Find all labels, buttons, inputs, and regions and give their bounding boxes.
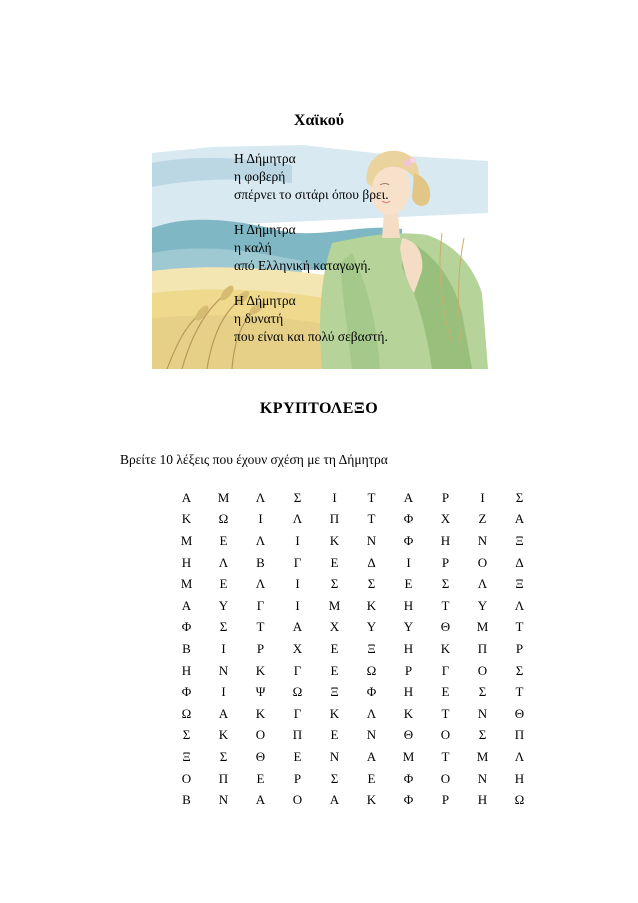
grid-letter[interactable]: Φ xyxy=(181,619,192,635)
grid-letter[interactable]: Γ xyxy=(256,597,265,613)
grid-row xyxy=(168,703,538,725)
grid-row xyxy=(168,789,538,811)
grid-letter[interactable]: Υ xyxy=(366,619,377,635)
grid-letter[interactable]: Ζ xyxy=(478,511,487,527)
grid-letter[interactable]: Ω xyxy=(181,705,192,721)
grid-letter[interactable]: Ι xyxy=(295,532,300,548)
grid-letter[interactable]: Λ xyxy=(292,511,303,527)
grid-letter[interactable]: Μ xyxy=(476,619,489,635)
grid-letter[interactable]: Σ xyxy=(478,684,487,700)
poem-line: η δυνατή xyxy=(234,311,284,326)
grid-letter[interactable]: Ι xyxy=(295,597,300,613)
grid-letter[interactable]: Ρ xyxy=(441,554,450,570)
grid-letter[interactable]: Φ xyxy=(403,770,414,786)
grid-letter[interactable]: Ω xyxy=(292,684,303,700)
grid-letter[interactable]: Τ xyxy=(367,511,376,527)
grid-letter[interactable]: Χ xyxy=(440,511,451,527)
grid-letter[interactable]: Τ xyxy=(515,684,524,700)
grid-letter[interactable]: Τ xyxy=(441,705,450,721)
grid-letter[interactable]: Κ xyxy=(181,511,192,527)
grid-row xyxy=(168,638,538,660)
grid-letter[interactable]: Τ xyxy=(441,597,450,613)
grid-letter[interactable]: Τ xyxy=(256,619,265,635)
grid-letter[interactable]: Κ xyxy=(366,792,377,808)
grid-letter[interactable]: Ι xyxy=(406,554,411,570)
grid-letter[interactable]: Μ xyxy=(476,748,489,764)
grid-letter[interactable]: Σ xyxy=(515,489,524,505)
grid-row xyxy=(168,746,538,768)
grid-letter[interactable]: Ο xyxy=(292,792,303,808)
grid-letter[interactable]: Ρ xyxy=(256,640,265,656)
grid-letter[interactable]: Ε xyxy=(330,640,339,656)
grid-letter[interactable]: Σ xyxy=(330,576,339,592)
grid-letter[interactable]: Κ xyxy=(440,640,451,656)
poem-line: η φοβερή xyxy=(234,169,286,184)
grid-row xyxy=(168,530,538,552)
grid-row xyxy=(168,660,538,682)
grid-letter[interactable]: Α xyxy=(292,619,303,635)
grid-letter[interactable]: Υ xyxy=(403,619,414,635)
grid-letter[interactable]: Η xyxy=(403,684,414,700)
grid-letter[interactable]: Η xyxy=(514,770,525,786)
grid-letter[interactable]: Ω xyxy=(218,511,229,527)
grid-row xyxy=(168,487,538,509)
grid-letter[interactable]: Α xyxy=(366,748,377,764)
grid-letter[interactable]: Ο xyxy=(477,662,488,678)
grid-letter[interactable]: Ν xyxy=(366,727,377,743)
grid-letter[interactable]: Φ xyxy=(403,511,414,527)
grid-letter[interactable]: Ι xyxy=(258,511,263,527)
grid-letter[interactable]: Σ xyxy=(515,662,524,678)
grid-letter[interactable]: Λ xyxy=(255,489,266,505)
grid-letter[interactable]: Τ xyxy=(441,748,450,764)
grid-letter[interactable]: Ν xyxy=(218,792,229,808)
grid-letter[interactable]: Ν xyxy=(218,662,229,678)
grid-letter[interactable]: Υ xyxy=(477,597,488,613)
grid-letter[interactable]: Μ xyxy=(328,597,341,613)
grid-letter[interactable]: Ε xyxy=(330,554,339,570)
haiku-poem xyxy=(234,150,389,363)
grid-letter[interactable]: Π xyxy=(218,770,229,786)
grid-letter[interactable]: Α xyxy=(181,597,192,613)
word-search-grid xyxy=(168,487,538,811)
grid-letter[interactable]: Ε xyxy=(256,770,265,786)
grid-letter[interactable]: Τ xyxy=(367,489,376,505)
grid-letter[interactable]: Π xyxy=(514,727,525,743)
grid-letter[interactable]: Σ xyxy=(330,770,339,786)
grid-letter[interactable]: Ο xyxy=(440,727,451,743)
poem-line: που είναι και πολύ σεβαστή. xyxy=(234,329,388,344)
grid-letter[interactable]: Ι xyxy=(480,489,485,505)
grid-letter[interactable]: Λ xyxy=(255,532,266,548)
grid-letter[interactable]: Κ xyxy=(329,532,340,548)
grid-letter[interactable]: Κ xyxy=(255,662,266,678)
grid-letter[interactable]: Ω xyxy=(514,792,525,808)
grid-letter[interactable]: Σ xyxy=(219,619,228,635)
grid-letter[interactable]: Ν xyxy=(329,748,340,764)
grid-letter[interactable]: Π xyxy=(477,640,488,656)
grid-letter[interactable]: Υ xyxy=(218,597,229,613)
grid-letter[interactable]: Σ xyxy=(441,576,450,592)
grid-letter[interactable]: Λ xyxy=(477,576,488,592)
grid-letter[interactable]: Ι xyxy=(221,640,226,656)
grid-letter[interactable]: Η xyxy=(440,532,451,548)
grid-letter[interactable]: Δ xyxy=(515,554,524,570)
grid-letter[interactable]: Β xyxy=(182,640,191,656)
grid-letter[interactable]: Κ xyxy=(329,705,340,721)
grid-letter[interactable]: Κ xyxy=(403,705,414,721)
grid-letter[interactable]: Ι xyxy=(295,576,300,592)
grid-letter[interactable]: Ξ xyxy=(182,748,191,764)
grid-letter[interactable]: Γ xyxy=(293,705,302,721)
grid-letter[interactable]: Φ xyxy=(403,532,414,548)
grid-row xyxy=(168,595,538,617)
grid-letter[interactable]: Ε xyxy=(219,576,228,592)
grid-letter[interactable]: Α xyxy=(255,792,266,808)
grid-letter[interactable]: Ξ xyxy=(515,532,524,548)
grid-letter[interactable]: Ν xyxy=(366,532,377,548)
grid-letter[interactable]: Ρ xyxy=(515,640,524,656)
grid-letter[interactable]: Η xyxy=(477,792,488,808)
grid-letter[interactable]: Α xyxy=(403,489,414,505)
grid-letter[interactable]: Θ xyxy=(514,705,525,721)
grid-letter[interactable]: Γ xyxy=(441,662,450,678)
grid-letter[interactable]: Ι xyxy=(332,489,337,505)
grid-letter[interactable]: Α xyxy=(218,705,229,721)
grid-letter[interactable]: Λ xyxy=(218,554,229,570)
grid-letter[interactable]: Σ xyxy=(182,727,191,743)
grid-letter[interactable]: Λ xyxy=(255,576,266,592)
grid-letter[interactable]: Η xyxy=(403,597,414,613)
grid-letter[interactable]: Θ xyxy=(440,619,451,635)
grid-letter[interactable]: Γ xyxy=(293,662,302,678)
grid-letter[interactable]: Ρ xyxy=(293,770,302,786)
grid-row xyxy=(168,768,538,790)
grid-letter[interactable]: Σ xyxy=(367,576,376,592)
grid-letter[interactable]: Λ xyxy=(366,705,377,721)
grid-letter[interactable]: Β xyxy=(256,554,265,570)
grid-letter[interactable]: Ο xyxy=(477,554,488,570)
grid-letter[interactable]: Ξ xyxy=(515,576,524,592)
grid-letter[interactable]: Κ xyxy=(366,597,377,613)
grid-letter[interactable]: Μ xyxy=(180,532,193,548)
grid-letter[interactable]: Ξ xyxy=(367,640,376,656)
grid-letter[interactable]: Ε xyxy=(404,576,413,592)
haiku-stanza xyxy=(234,292,389,346)
grid-letter[interactable]: Ν xyxy=(477,770,488,786)
grid-letter[interactable]: Ξ xyxy=(330,684,339,700)
grid-letter[interactable]: Ψ xyxy=(255,684,266,700)
grid-row xyxy=(168,509,538,531)
grid-letter[interactable]: Χ xyxy=(329,619,340,635)
grid-letter[interactable]: Ο xyxy=(440,770,451,786)
grid-letter[interactable]: Ρ xyxy=(441,792,450,808)
haiku-stanza xyxy=(234,221,389,275)
grid-letter[interactable]: Ω xyxy=(366,662,377,678)
grid-letter[interactable]: Ε xyxy=(219,532,228,548)
grid-letter[interactable]: Π xyxy=(292,727,303,743)
grid-letter[interactable]: Ε xyxy=(293,748,302,764)
grid-letter[interactable]: Μ xyxy=(402,748,415,764)
grid-letter[interactable]: Α xyxy=(329,792,340,808)
grid-letter[interactable]: Σ xyxy=(219,748,228,764)
grid-letter[interactable]: Η xyxy=(181,554,192,570)
grid-letter[interactable]: Λ xyxy=(514,597,525,613)
grid-letter[interactable]: Η xyxy=(403,640,414,656)
grid-letter[interactable]: Ρ xyxy=(441,489,450,505)
word-search-instruction: Βρείτε 10 λέξεις που έχουν σχέση με τη Δήμητρα xyxy=(120,452,388,467)
grid-letter[interactable]: Η xyxy=(181,662,192,678)
grid-letter[interactable]: Φ xyxy=(366,684,377,700)
grid-letter[interactable]: Μ xyxy=(217,489,230,505)
grid-letter[interactable]: Κ xyxy=(255,705,266,721)
grid-row xyxy=(168,552,538,574)
grid-row xyxy=(168,681,538,703)
grid-letter[interactable]: Φ xyxy=(181,684,192,700)
grid-letter[interactable]: Ν xyxy=(477,532,488,548)
poem-line: η καλή xyxy=(234,240,272,255)
grid-letter[interactable]: Δ xyxy=(367,554,376,570)
grid-letter[interactable]: Κ xyxy=(218,727,229,743)
grid-letter[interactable]: Σ xyxy=(293,489,302,505)
grid-letter[interactable]: Ε xyxy=(330,727,339,743)
grid-letter[interactable]: Μ xyxy=(180,576,193,592)
poem-line: Η Δήμητρα xyxy=(234,293,296,308)
grid-letter[interactable]: Ο xyxy=(255,727,266,743)
grid-letter[interactable]: Ο xyxy=(181,770,192,786)
grid-letter[interactable]: Ε xyxy=(441,684,450,700)
word-search-title: ΚΡΥΠΤΟΛΕΞΟ xyxy=(259,400,379,417)
grid-letter[interactable]: Λ xyxy=(514,748,525,764)
poem-line: Η Δήμητρα xyxy=(234,222,296,237)
poem-line: σπέρνει το σιτάρι όπου βρει. xyxy=(234,187,389,202)
haiku-stanza xyxy=(234,150,389,204)
poem-line: από Ελληνική καταγωγή. xyxy=(234,258,371,273)
grid-letter[interactable]: Ε xyxy=(367,770,376,786)
grid-row xyxy=(168,617,538,639)
grid-letter[interactable]: Ρ xyxy=(404,662,413,678)
grid-letter[interactable]: Σ xyxy=(478,727,487,743)
grid-letter[interactable]: Χ xyxy=(292,640,303,656)
grid-letter[interactable]: Ν xyxy=(477,705,488,721)
poem-line: Η Δήμητρα xyxy=(234,151,296,166)
grid-letter[interactable]: Φ xyxy=(403,792,414,808)
grid-letter[interactable]: Θ xyxy=(255,748,266,764)
grid-letter[interactable]: Α xyxy=(514,511,525,527)
grid-row xyxy=(168,725,538,747)
grid-letter[interactable]: Ι xyxy=(221,684,226,700)
grid-letter[interactable]: Θ xyxy=(403,727,414,743)
grid-letter[interactable]: Β xyxy=(182,792,191,808)
grid-letter[interactable]: Τ xyxy=(515,619,524,635)
grid-row xyxy=(168,573,538,595)
grid-letter[interactable]: Π xyxy=(329,511,340,527)
grid-letter[interactable]: Α xyxy=(181,489,192,505)
grid-letter[interactable]: Γ xyxy=(293,554,302,570)
haiku-title: Χαϊκού xyxy=(293,112,345,129)
grid-letter[interactable]: Ε xyxy=(330,662,339,678)
